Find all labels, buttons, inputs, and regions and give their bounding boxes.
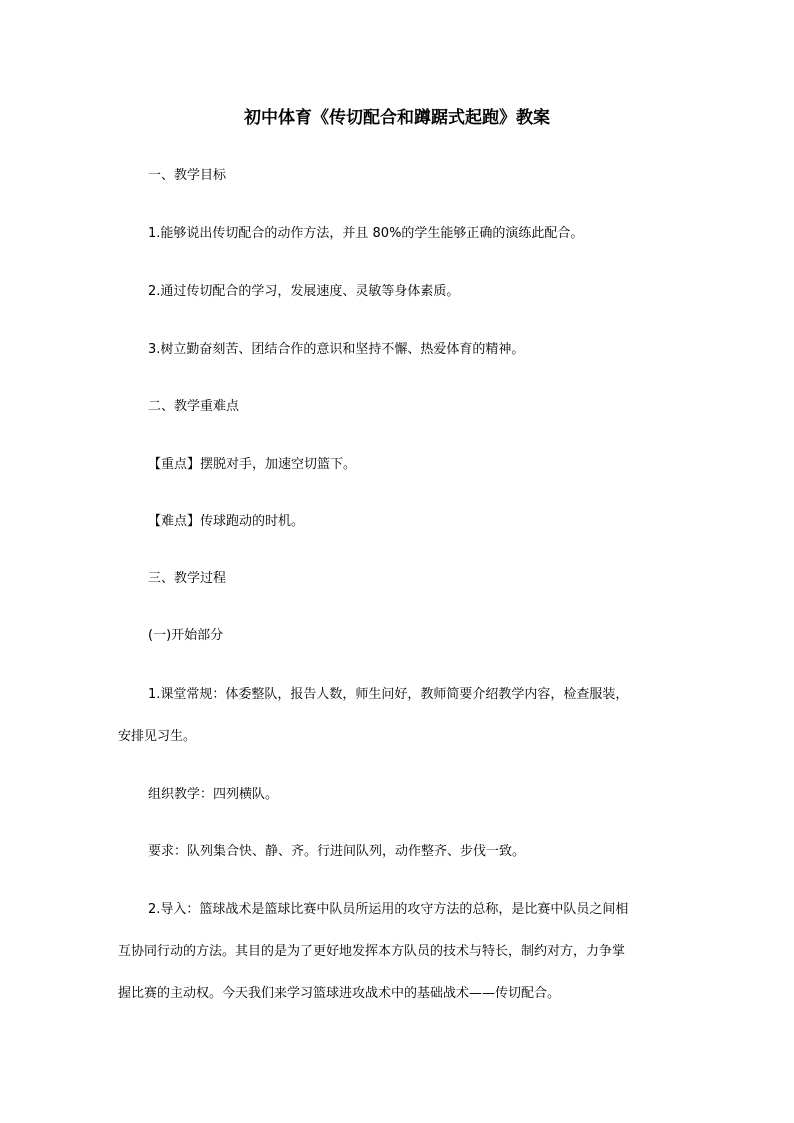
organization-text: 组织教学：四列横队。 <box>148 787 279 802</box>
paragraph-intro-line-3: 握比赛的主动权。今天我们来学习篮球进攻战术中的基础战术——传切配合。 <box>118 986 561 1001</box>
paragraph-intro-line-1: 2.导入：篮球战术是篮球比赛中队员所运用的攻守方法的总称，是比赛中队员之间相 <box>148 902 629 917</box>
document-title: 初中体育《传切配合和蹲踞式起跑》教案 <box>244 108 550 128</box>
objective-3: 3.树立勤奋刻苦、团结合作的意识和坚持不懈、热爱体育的精神。 <box>148 342 525 357</box>
difficult-point: 【难点】传球跑动的时机。 <box>148 514 305 529</box>
key-point: 【重点】摆脱对手，加速空切篮下。 <box>148 457 357 472</box>
paragraph-intro-line-2: 互协同行动的方法。其目的是为了更好地发挥本方队员的技术与特长，制约对方，力争掌 <box>118 944 626 959</box>
objective-2: 2.通过传切配合的学习，发展速度、灵敏等身体素质。 <box>148 284 460 299</box>
subheading-opening: (一)开始部分 <box>148 628 224 643</box>
paragraph-routine-line-1: 1.课堂常规：体委整队，报告人数，师生问好，教师简要介绍教学内容，检查服装， <box>148 687 629 702</box>
paragraph-routine-line-2: 安排见习生。 <box>118 729 197 744</box>
heading-key-points: 二、教学重难点 <box>148 399 240 414</box>
requirement-text: 要求：队列集合快、静、齐。行进间队列，动作整齐、步伐一致。 <box>148 844 526 859</box>
heading-objectives: 一、教学目标 <box>148 168 227 183</box>
heading-process: 三、教学过程 <box>148 571 227 586</box>
objective-1: 1.能够说出传切配合的动作方法，并且 80%的学生能够正确的演练此配合。 <box>148 226 584 241</box>
